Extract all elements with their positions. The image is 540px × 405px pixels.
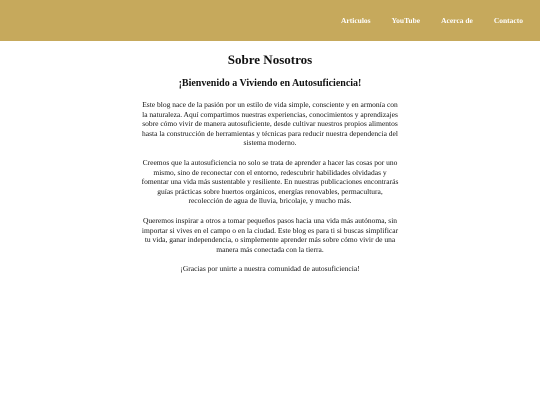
welcome-subtitle: ¡Bienvenido a Viviendo en Autosuficiencia! — [178, 78, 362, 89]
about-paragraph-inspiration: Queremos inspirar a otros a tomar pequeños pasos hacia una vida más autónoma, sin importar si vives en el campo o en la ciudad. Este blog es para ti si buscas simplificar tu vida, ganar independencia, o simplemente aprender más sobre cómo vivir de una manera más conectada con la tierra. — [141, 215, 399, 254]
nav-link-articulos[interactable]: Articulos — [341, 16, 371, 25]
about-paragraph-intro: Este blog nace de la pasión por un estilo de vida simple, consciente y en armonía con la naturaleza. Aquí compartimos nuestras experiencias, conocimientos y aprendizajes sobre cómo vivir de manera autosuficiente, desde cultivar nuestros propios alimentos hasta la construcción de herramientas y técnicas para reducir nuestra dependencia del sistema moderno. — [142, 100, 398, 148]
nav-link-acerca-de[interactable]: Acerca de — [441, 16, 473, 25]
nav-link-youtube[interactable]: YouTube — [391, 16, 421, 25]
about-paragraph-thanks: ¡Gracias por unirte a nuestra comunidad de autosuficiencia! — [180, 264, 360, 274]
top-header-bar — [0, 0, 540, 41]
about-content — [140, 52, 400, 274]
about-paragraph-belief: Creemos que la autosuficiencia no solo se trata de aprender a hacer las cosas por uno mismo, sino de reconectar con el entorno, redescubrir habilidades olvidadas y fomentar una vida más sustentable y resiliente. En nuestras publicaciones encontrarás guías prácticas sobre huertos orgánicos, energías renovables, permacultura, recolección de agua de lluvia, bricolaje, y mucho más. — [141, 157, 399, 206]
nav-link-contacto[interactable]: Contacto — [493, 16, 523, 25]
page-title: Sobre Nosotros — [227, 52, 313, 67]
main-navigation — [320, 16, 523, 26]
